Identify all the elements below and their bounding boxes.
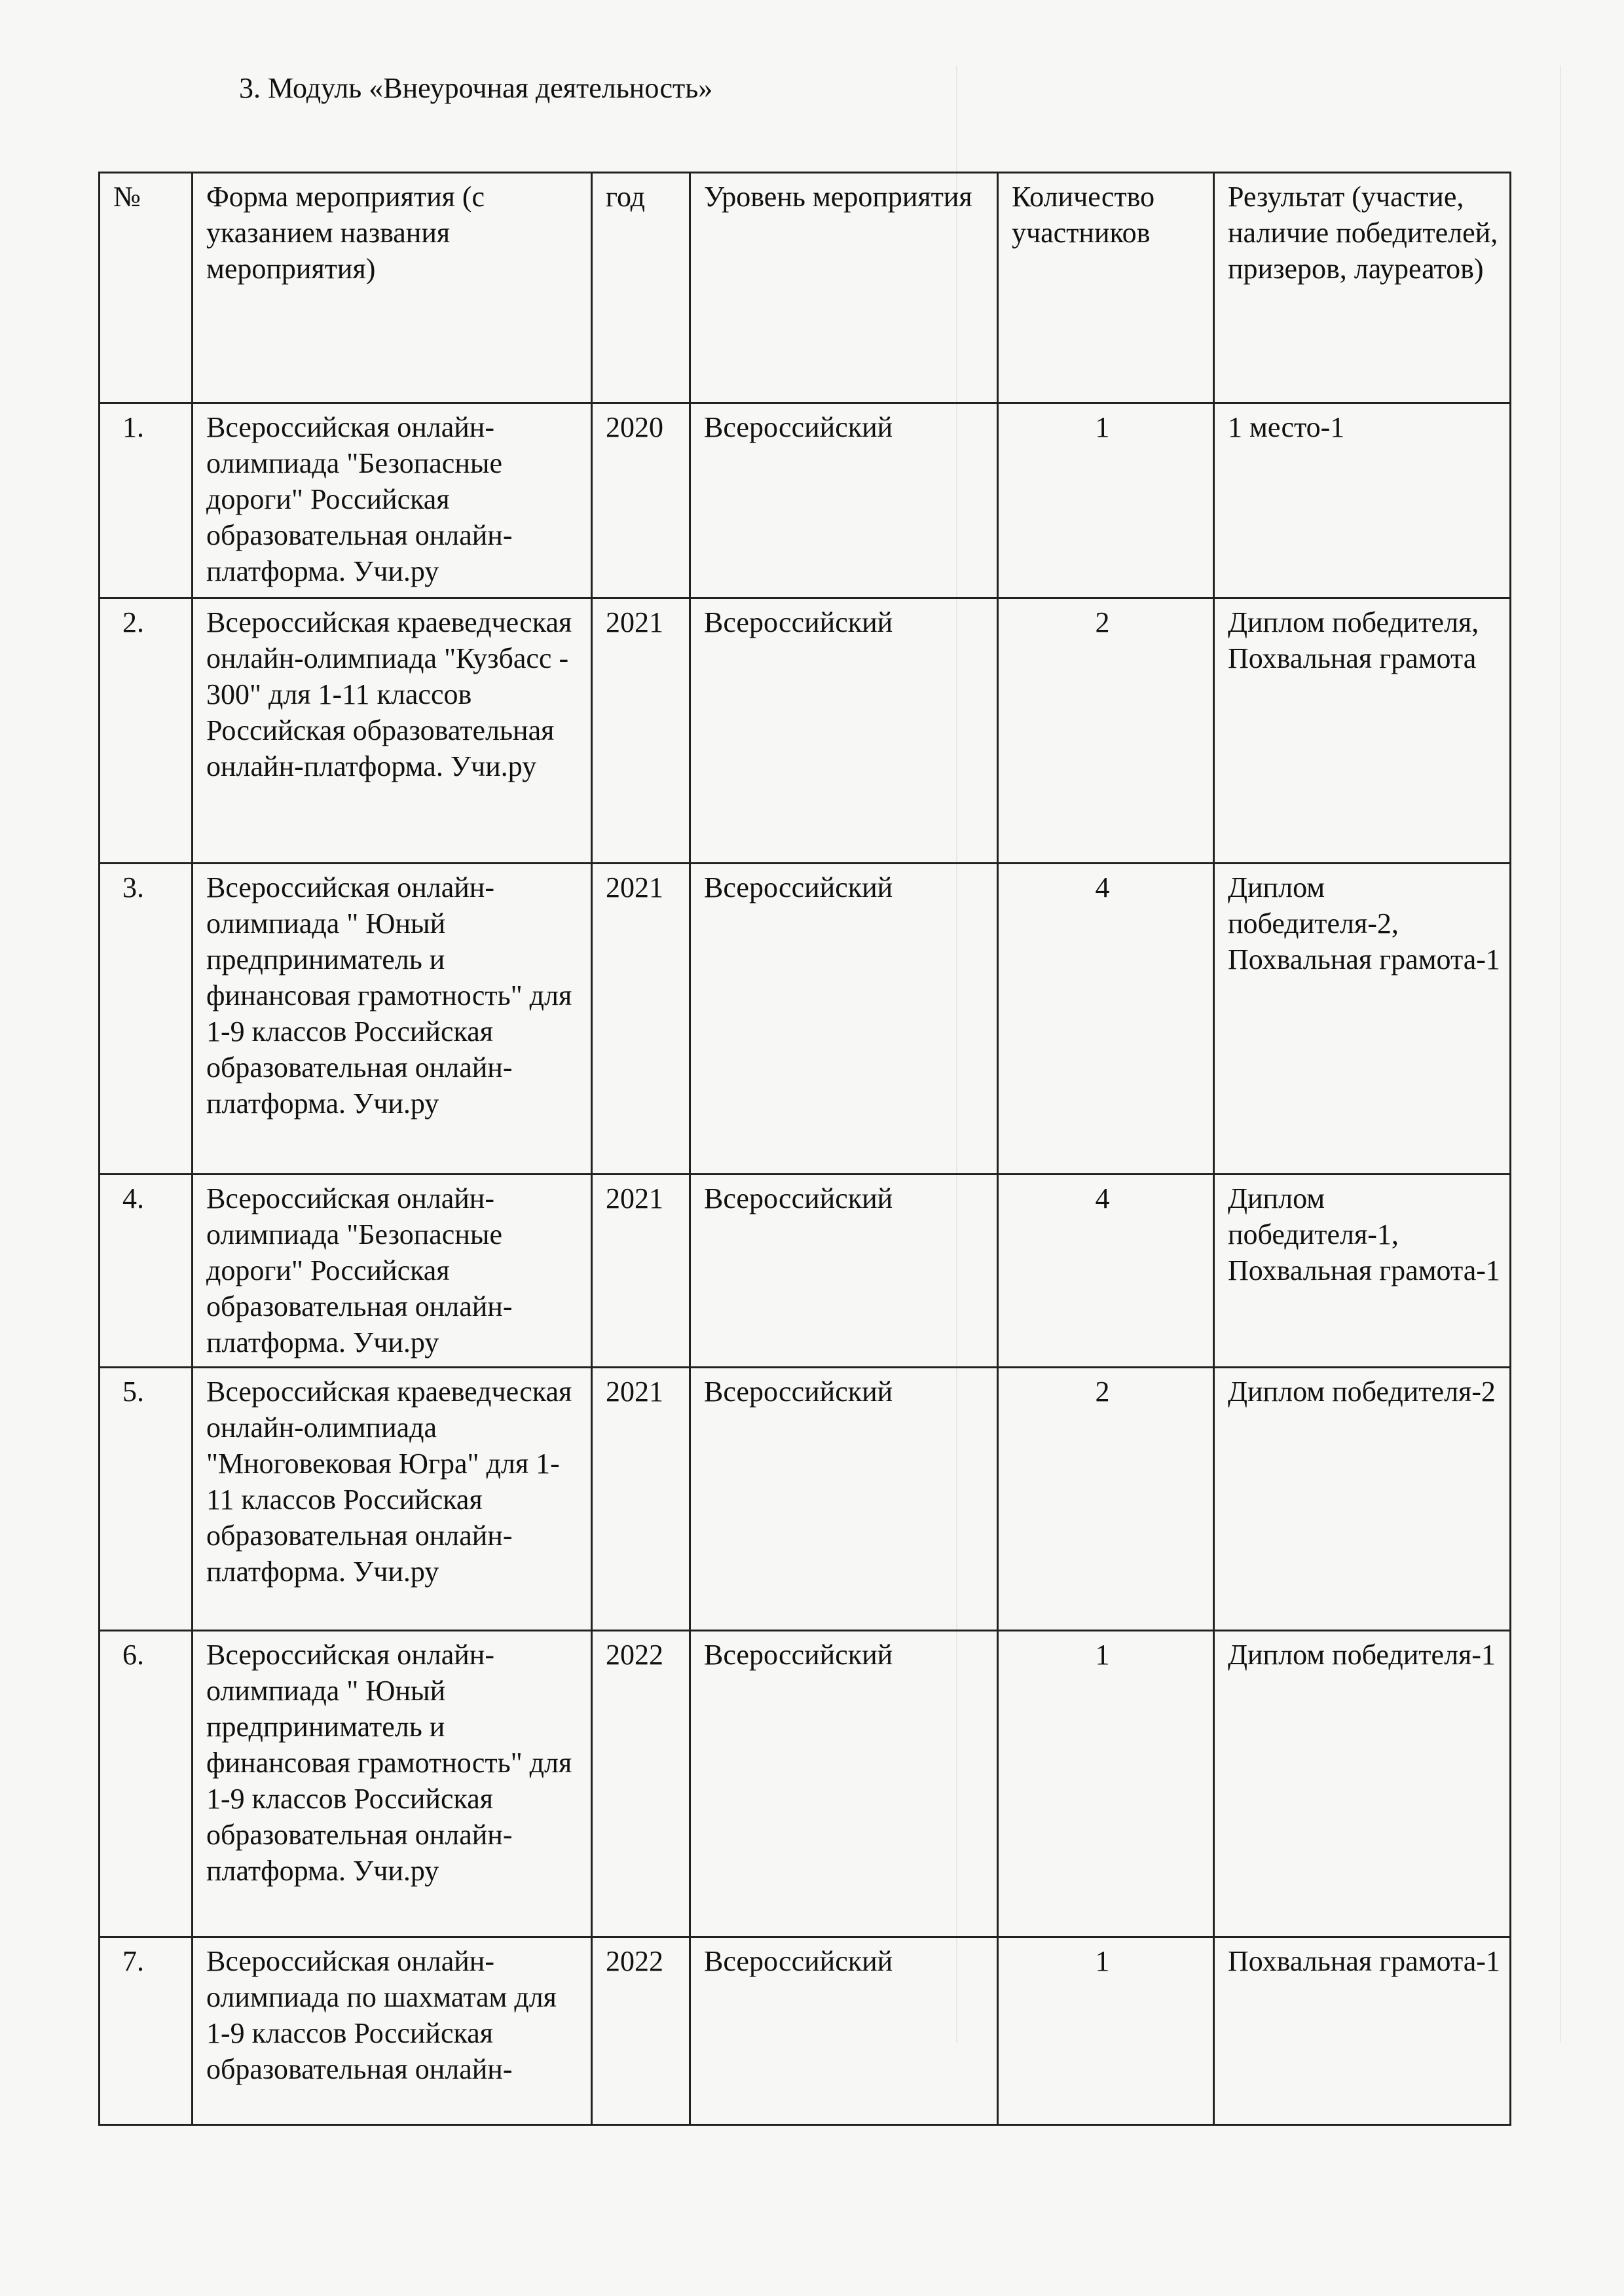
- cell-num: 4.: [100, 1175, 193, 1368]
- cell-year: 2021: [592, 598, 690, 864]
- cell-count: 1: [998, 1631, 1214, 1937]
- cell-count: 1: [998, 403, 1214, 598]
- cell-level: Всероссийский: [690, 1937, 998, 2125]
- cell-form: Всероссийская онлайн-олимпиада " Юный предприниматель и финансовая грамотность" для 1-9 классов Российская образовательная онлайн-платформа. Учи.ру: [193, 864, 592, 1175]
- cell-num: 2.: [100, 598, 193, 864]
- events-table: [98, 172, 1511, 2126]
- cell-count: 4: [998, 864, 1214, 1175]
- cell-year: 2022: [592, 1631, 690, 1937]
- cell-form: Всероссийская онлайн-олимпиада по шахматам для 1-9 классов Российская образовательная онлайн-: [193, 1937, 592, 2125]
- cell-level: Всероссийский: [690, 1368, 998, 1631]
- cell-result: Диплом победителя-2: [1214, 1368, 1511, 1631]
- cell-level: Всероссийский: [690, 403, 998, 598]
- cell-result: Похвальная грамота-1: [1214, 1937, 1511, 2125]
- table-header-row: [100, 173, 1511, 403]
- cell-result: Диплом победителя-1, Похвальная грамота-1: [1214, 1175, 1511, 1368]
- cell-num: 5.: [100, 1368, 193, 1631]
- header-level: Уровень мероприятия: [690, 173, 998, 403]
- cell-num: 6.: [100, 1631, 193, 1937]
- cell-form: Всероссийская краеведческая онлайн-олимпиада "Многовековая Югра" для 1-11 классов Российская образовательная онлайн-платформа. Учи.ру: [193, 1368, 592, 1631]
- cell-form: Всероссийская онлайн-олимпиада "Безопасные дороги" Российская образовательная онлайн-платформа. Учи.ру: [193, 403, 592, 598]
- cell-form: Всероссийская онлайн-олимпиада " Юный предприниматель и финансовая грамотность" для 1-9 классов Российская образовательная онлайн-платформа. Учи.ру: [193, 1631, 592, 1937]
- cell-count: 1: [998, 1937, 1214, 2125]
- cell-result: Диплом победителя, Похвальная грамота: [1214, 598, 1511, 864]
- table-row: [100, 1937, 1511, 2125]
- cell-year: 2020: [592, 403, 690, 598]
- table-row: [100, 1631, 1511, 1937]
- table-row: [100, 598, 1511, 864]
- cell-num: 1.: [100, 403, 193, 598]
- table-row: [100, 403, 1511, 598]
- cell-result: Диплом победителя-1: [1214, 1631, 1511, 1937]
- cell-level: Всероссийский: [690, 864, 998, 1175]
- section-heading: 3. Модуль «Внеурочная деятельность»: [239, 72, 713, 104]
- cell-count: 2: [998, 598, 1214, 864]
- cell-count: 2: [998, 1368, 1214, 1631]
- table-row: [100, 1175, 1511, 1368]
- cell-year: 2021: [592, 1175, 690, 1368]
- header-count: Количество участников: [998, 173, 1214, 403]
- cell-year: 2021: [592, 864, 690, 1175]
- cell-level: Всероссийский: [690, 1175, 998, 1368]
- header-year: год: [592, 173, 690, 403]
- cell-year: 2022: [592, 1937, 690, 2125]
- cell-count: 4: [998, 1175, 1214, 1368]
- header-form: Форма мероприятия (с указанием названия мероприятия): [193, 173, 592, 403]
- table-row: [100, 1368, 1511, 1631]
- cell-num: 3.: [100, 864, 193, 1175]
- cell-level: Всероссийский: [690, 598, 998, 864]
- table-row: [100, 864, 1511, 1175]
- cell-year: 2021: [592, 1368, 690, 1631]
- cell-result: Диплом победителя-2, Похвальная грамота-1: [1214, 864, 1511, 1175]
- header-result: Результат (участие, наличие победителей, призеров, лауреатов): [1214, 173, 1511, 403]
- cell-form: Всероссийская онлайн-олимпиада "Безопасные дороги" Российская образовательная онлайн-платформа. Учи.ру: [193, 1175, 592, 1368]
- cell-result: 1 место-1: [1214, 403, 1511, 598]
- cell-level: Всероссийский: [690, 1631, 998, 1937]
- cell-num: 7.: [100, 1937, 193, 2125]
- cell-form: Всероссийская краеведческая онлайн-олимпиада "Кузбасс - 300" для 1-11 классов Российская образовательная онлайн-платформа. Учи.ру: [193, 598, 592, 864]
- header-num: №: [100, 173, 193, 403]
